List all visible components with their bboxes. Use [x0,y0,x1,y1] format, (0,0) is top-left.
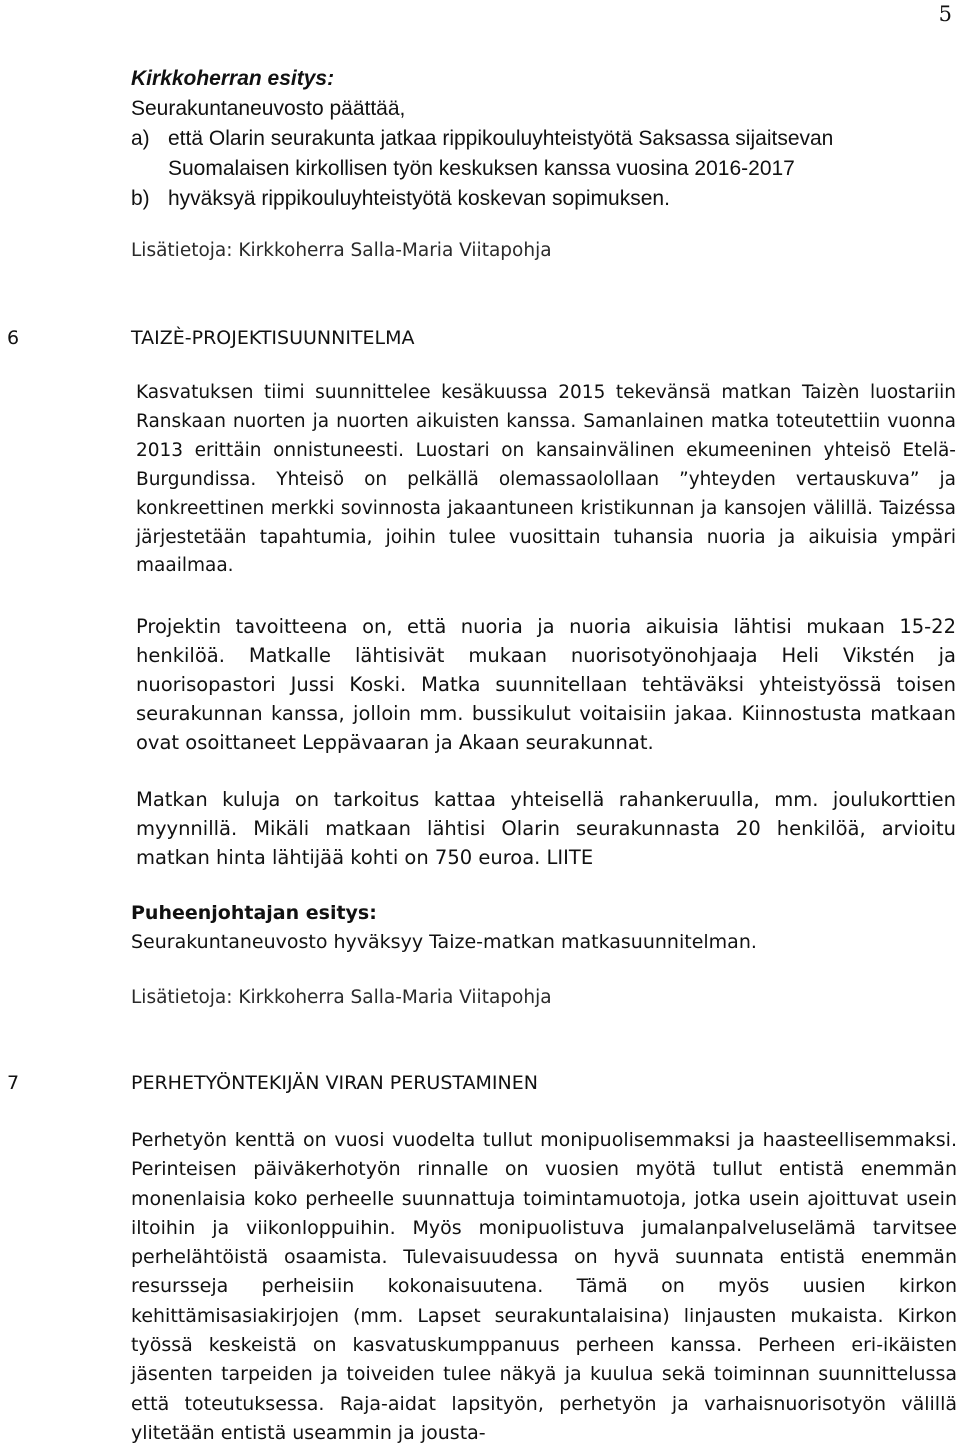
section-6-proposal-text: Seurakuntaneuvosto hyväksyy Taize-matkan matkasuunnitelman. [131,931,757,953]
section-6-proposal-title: Puheenjohtajan esitys: [131,902,377,924]
proposal-title: Kirkkoherran esitys: [131,67,335,90]
section-6-title: TAIZÈ-PROJEKTISUUNNITELMA [131,327,415,349]
proposal-item-a [131,124,957,154]
section-6-paragraph-3: Matkan kuluja on tarkoitus kattaa yhteisellä rahankeruulla, mm. joulukorttien myynnillä. Mikäli matkaan lähtisi Olarin seurakunnasta 20 henkilöä, arvioitu matkan hinta lähtijää kohti on 750 euroa. LIITE [136,788,956,869]
proposal-intro: Seurakuntaneuvosto päättää, [131,97,406,120]
section-6-paragraph-1: Kasvatuksen tiimi suunnittelee kesäkuussa 2015 tekevänsä matkan Taizèn luostariin Ranskaan nuorten ja nuorten aikuisten kanssa. Samanlainen matka toteutettiin vuonna 2013 erittäin onnistuneesti. Luostari on kansainvälinen ekumeeninen yhteisö Etelä-Burgundissa. Yhteisö on pelkällä olemassaolollaan ”yhteyden vertauskuva” ja konkreettinen merkki sovinnosta jakaantuneen kristikunnan ja kansojen välillä. Taizéssa järjestetään tapahtumia, joihin tulee vuosittain tuhansia nuoria ja aikuisia ympäri maailmaa. [136,382,956,577]
item-text: hyväksyä rippikouluyhteistyötä koskevan sopimuksen. [168,187,670,210]
proposal-item-b [131,184,957,214]
proposal-info: Lisätietoja: Kirkkoherra Salla-Maria Viitapohja [131,240,552,261]
proposal-block [131,64,957,214]
item-label [131,154,168,184]
item-text: että Olarin seurakunta jatkaa rippikouluyhteistyötä Saksassa sijaitsevan [168,127,834,150]
item-label: a) [131,127,150,150]
section-7-paragraph: Perhetyön kenttä on vuosi vuodelta tullut monipuolisemmaksi ja haasteellisemmaksi. Perinteisen päiväkerhotyön rinnalle on vuosien myötä tullut entistä enemmän monenlaisia koko perheelle suunnattuja toimintamuotoja, jotka usein ajoittuvat usein iltoihin ja viikonloppuihin. Myös monipuolistuva jumalanpalveluselämä tarvitsee perhelähtöistä osaamista. Tulevaisuudessa on hyvä suunnata entistä enemmän resursseja perheisiin kokonaisuutena. Tämä on myös uusien kirkon kehittämisasiakirjojen (mm. Lapset seurakuntalaisina) linjausten mukaista. Kirkon työssä keskeistä on kasvatuskumppanuus perheen kanssa. Perheen eri-ikäisten jäsenten tarpeiden ja toiveiden tulee näkyä ja kuulua sekä toiminnan suunnittelussa että toteutuksessa. Raja-aidat lapsityön, perhetyön ja varhaisnuorisotyön välillä ylitetään entistä useammin ja jousta- [131,1129,957,1444]
section-6-paragraph-2: Projektin tavoitteena on, että nuoria ja nuoria aikuisia lähtisi mukaan 15-22 henkilöä. Matkalle lähtisivät mukaan nuorisotyönohjaaja Heli Vikstén ja nuorisopastori Jussi Koski. Matka suunnitellaan tehtäväksi yhteistyössä toisen seurakunnan kanssa, jolloin mm. bussikulut voitaisiin jakaa. Kiinnostusta matkaan ovat osoittaneet Leppävaaran ja Akaan seurakunnat. [136,615,956,754]
item-label: b) [131,187,150,210]
section-7-number: 7 [7,1072,20,1094]
section-7-title: PERHETYÖNTEKIJÄN VIRAN PERUSTAMINEN [131,1072,538,1094]
page-number: 5 [938,2,952,26]
proposal-item-a-cont [131,154,957,184]
section-6-info: Lisätietoja: Kirkkoherra Salla-Maria Viitapohja [131,987,552,1008]
item-text: Suomalaisen kirkollisen työn keskuksen kanssa vuosina 2016-2017 [168,157,795,180]
section-6-number: 6 [7,327,20,349]
